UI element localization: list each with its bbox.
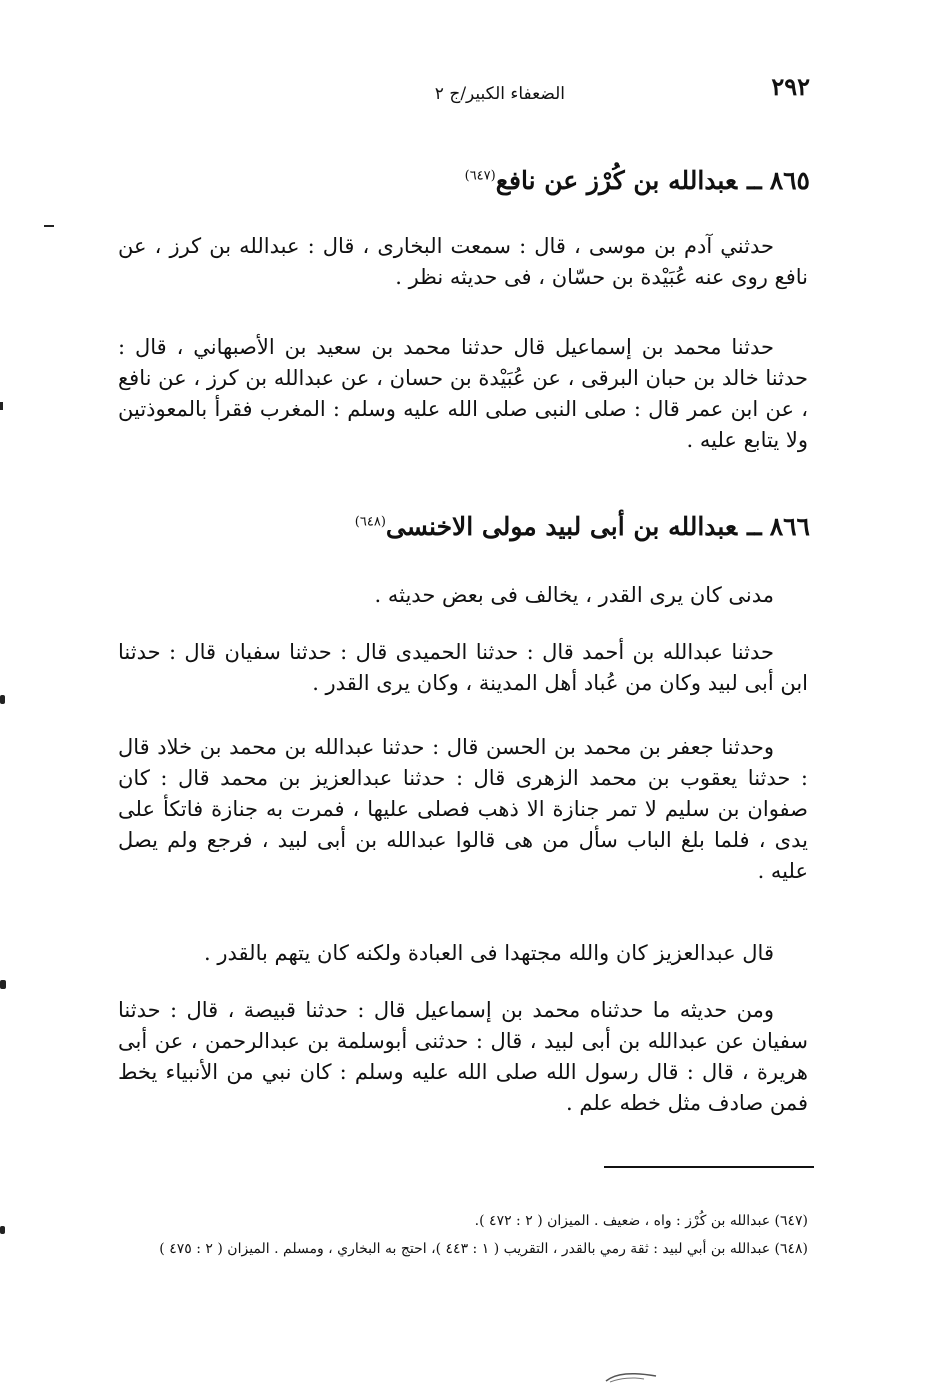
entry-heading-865 <box>130 166 810 195</box>
scan-smudge <box>604 1370 660 1384</box>
paragraph: حدثنا محمد بن إسماعيل قال حدثنا محمد بن سعيد بن الأصبهاني ، قال : حدثنا خالد بن حبان البرقى ، عن عُبَيْدة بن حسان ، عن عبدالله بن كرز ، عن نافع ، عن ابن عمر قال : صلى النبى صلى الله عليه وسلم : المغرب فقرأ بالمعوذتين ولا يتابع عليه . <box>118 335 808 452</box>
scan-mark <box>0 980 6 989</box>
footnote: (٦٤٨) عبدالله بن أبي لبيد : ثقة رمي بالقدر ، التقريب ( ١ : ٤٤٣ )، احتج به البخاري ، ومسلم . الميزان ( ٢ : ٤٧٥ ) <box>159 1241 808 1257</box>
entry-number: ٨٦٥ <box>769 166 810 195</box>
entry-title: عبدالله بن أبى لبيد مولى الاخنسى <box>385 512 738 541</box>
paragraph: وحدثنا جعفر بن محمد بن الحسن قال : حدثنا عبدالله بن محمد بن خلاد قال : حدثنا يعقوب بن محمد الزهرى قال : حدثنا عبدالعزيز بن محمد قال : كان صفوان بن سليم لا تمر جنازة الا ذهب فصلى عليها ، فمرت به جنازة فاتكأ على يدى ، فلما بلغ الباب سأل من هى قالوا عبدالله بن أبى لبيد ، فرجع ولم يصل عليه . <box>118 735 808 883</box>
entry-heading-866 <box>130 512 810 541</box>
entry-title: عبدالله بن كُرْز عن نافع <box>495 166 738 195</box>
paragraph: ومن حديثه ما حدثناه محمد بن إسماعيل قال : حدثنا قبيصة ، قال : حدثنا سفيان عن عبدالله بن أبى لبيد ، قال : حدثنى أبوسلمة بن عبدالرحمن ، عن أبى هريرة ، قال : قال رسول الله صلى الله عليه وسلم : كان نبي من الأنبياء يخط فمن صادف مثل خطه علم . <box>118 998 808 1115</box>
entry-dash: ــ <box>747 512 762 541</box>
entry-number: ٨٦٦ <box>769 512 810 541</box>
footnote-reference: (٦٤٧) <box>464 168 496 184</box>
footnote-reference: (٦٤٨) <box>354 514 386 530</box>
paragraph: قال عبدالعزيز كان والله مجتهدا فى العبادة ولكنه كان يتهم بالقدر . <box>204 941 774 965</box>
paragraph: حدثني آدم بن موسى ، قال : سمعت البخارى ، قال : عبدالله بن كرز ، عن نافع روى عنه عُبَيْدة بن حسّان ، فى حديثه نظر . <box>118 234 808 289</box>
footnote-separator <box>604 1166 814 1168</box>
paragraph: مدنى كان يرى القدر ، يخالف فى بعض حديثه . <box>374 583 774 607</box>
page-number: ٢٩٢ <box>771 72 810 101</box>
running-title: الضعفاء الكبير/ج ٢ <box>434 84 565 104</box>
page-header <box>130 72 810 112</box>
scan-mark <box>0 402 3 410</box>
scan-mark <box>44 225 54 227</box>
paragraph: حدثنا عبدالله بن أحمد قال : حدثنا الحميدى قال : حدثنا سفيان قال : حدثنا ابن أبى لبيد وكان من عُباد أهل المدينة ، وكان يرى القدر . <box>118 640 808 695</box>
entry-dash: ــ <box>747 166 762 195</box>
scan-mark <box>0 695 5 704</box>
scan-mark <box>0 1226 5 1234</box>
footnote: (٦٤٧) عبدالله بن كُرْز : واه ، ضعيف . الميزان ( ٢ : ٤٧٢ ). <box>474 1213 808 1229</box>
